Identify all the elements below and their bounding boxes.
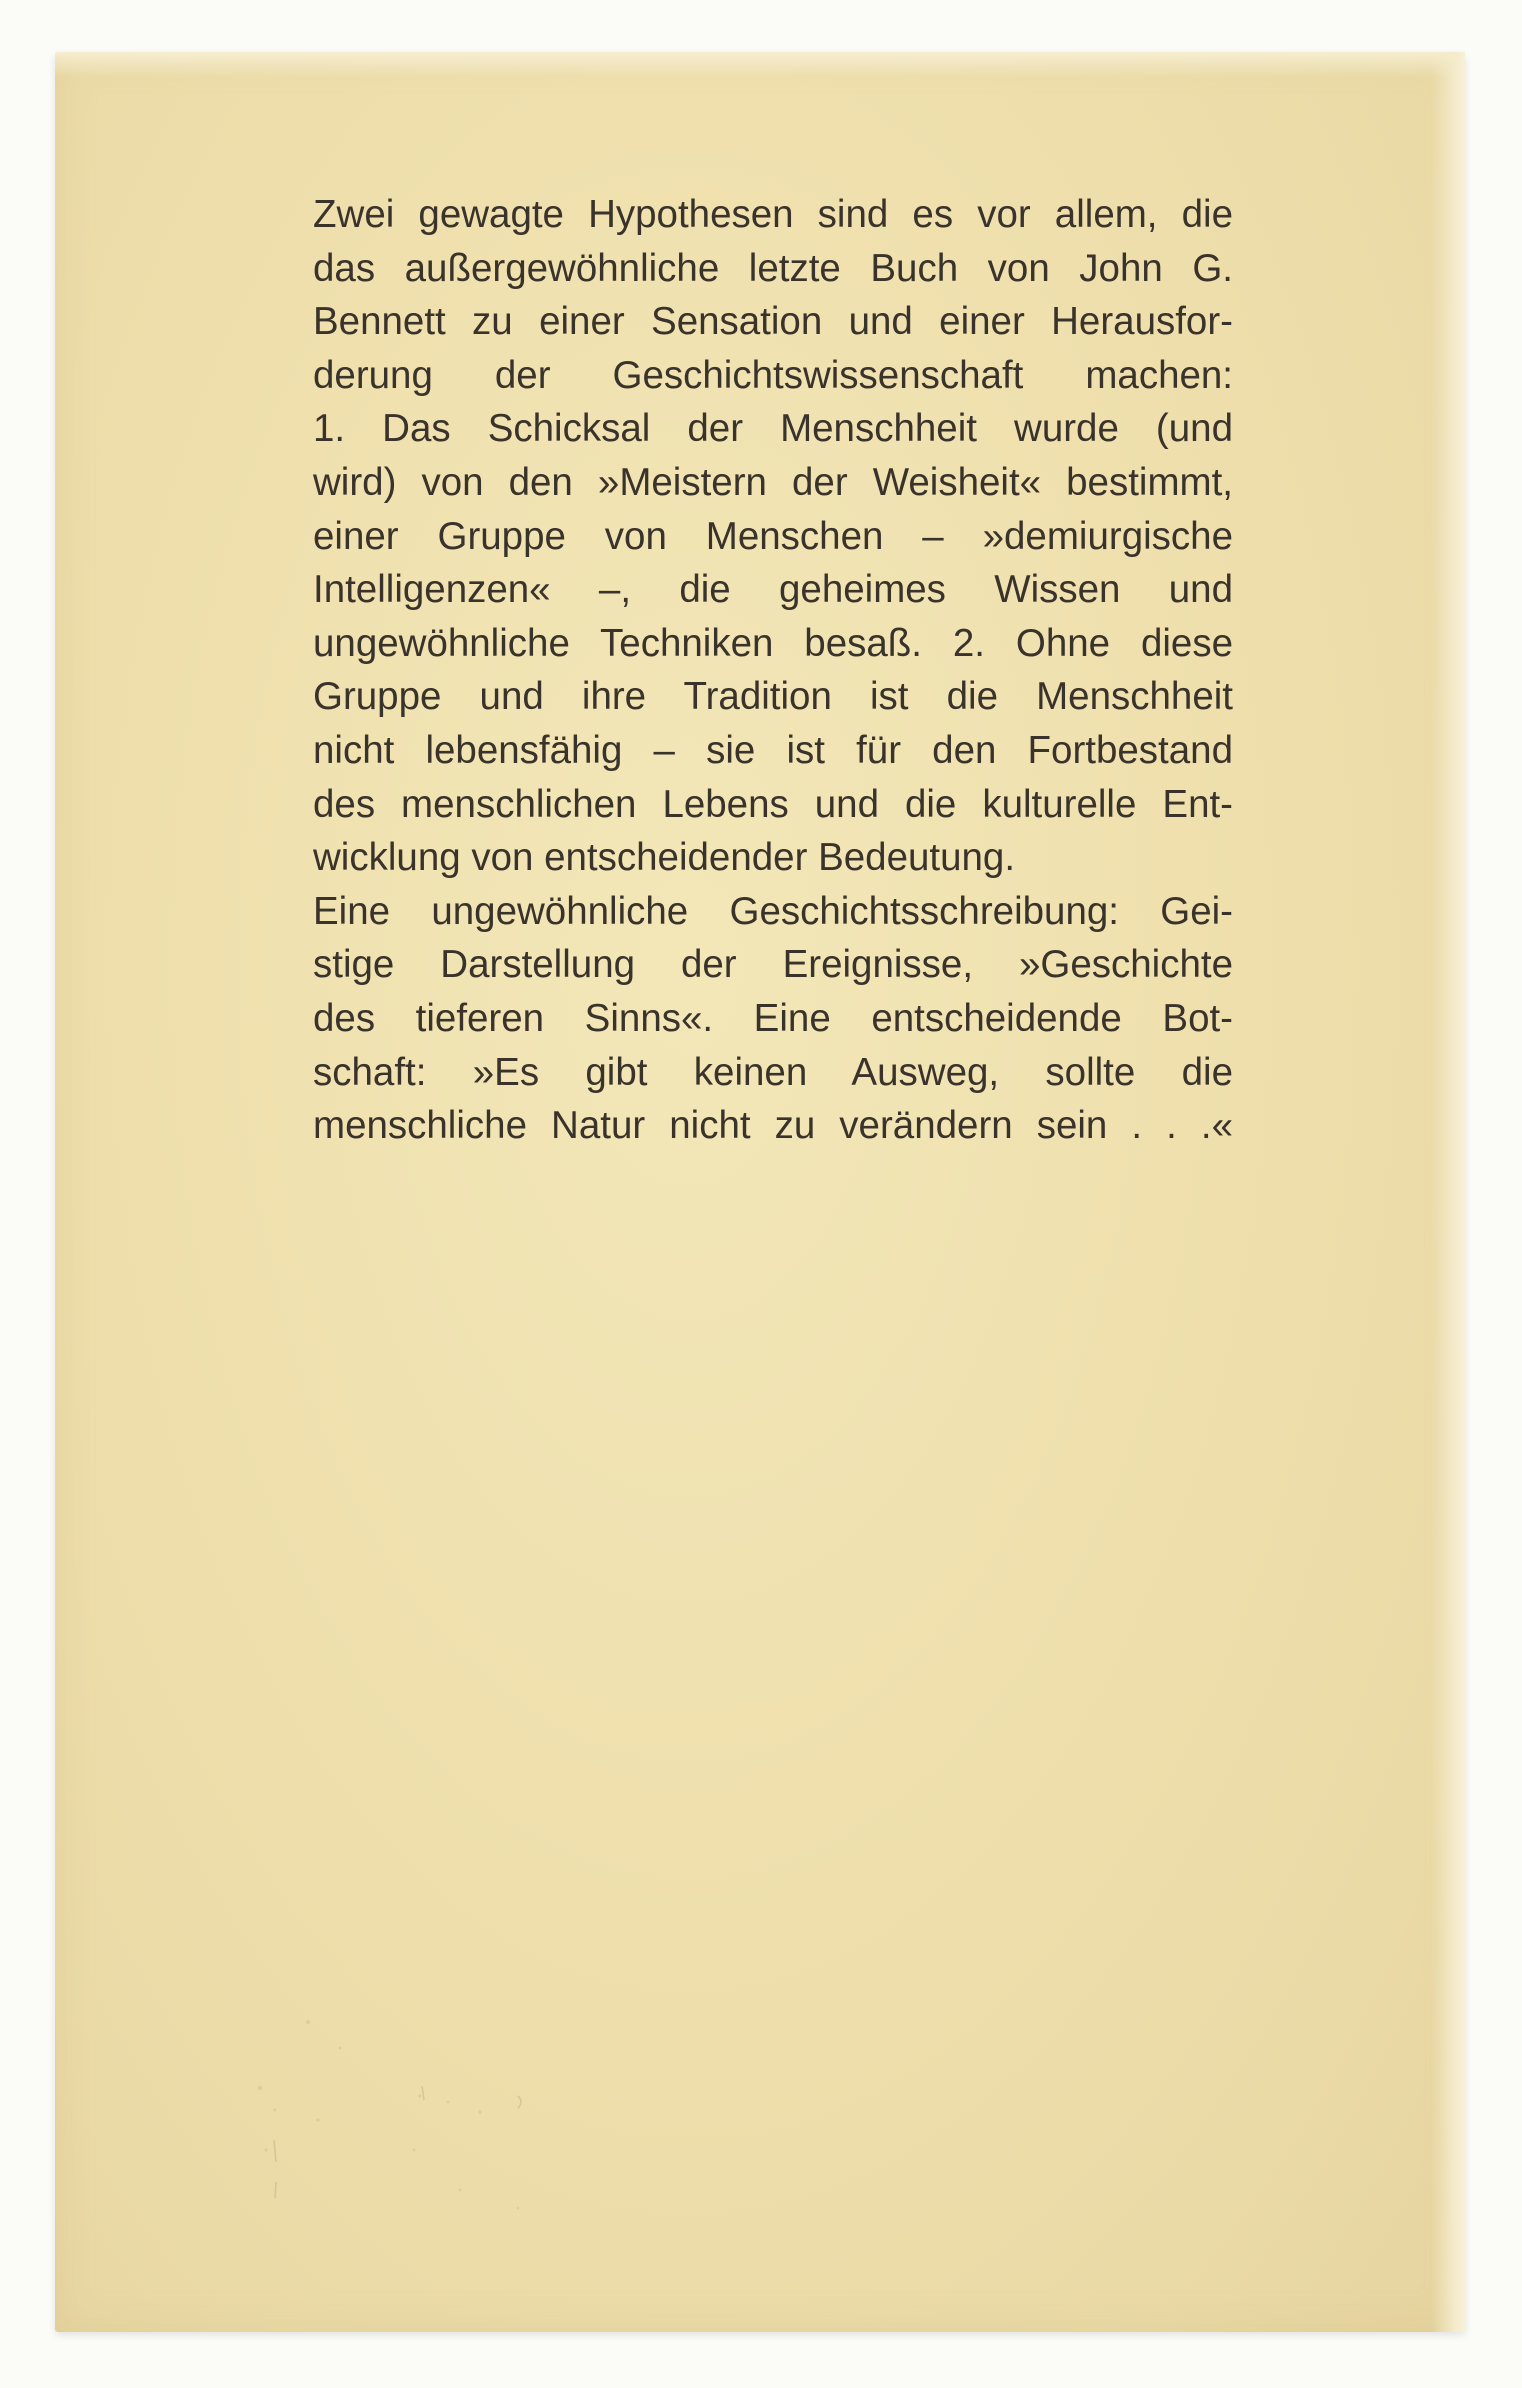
blurb-line: ungewöhnliche Techniken besaß. 2. Ohne diese	[313, 621, 1233, 665]
blurb-line: wicklung von entscheidender Bedeutung.	[313, 836, 1016, 880]
blurb-line: stige Darstellung der Ereignisse, »Geschichte	[313, 943, 1233, 987]
blurb-line: wird) von den »Meistern der Weisheit« bestimmt,	[313, 460, 1233, 504]
blurb-line: Zwei gewagte Hypothesen sind es vor allem, die	[313, 193, 1233, 236]
cover-right-edge	[1431, 52, 1465, 2332]
blurb-line: des menschlichen Lebens und die kulturelle Ent-	[313, 782, 1233, 826]
blurb-line: Gruppe und ihre Tradition ist die Menschheit	[313, 675, 1233, 719]
blurb-line: des tieferen Sinns«. Eine entscheidende Bot-	[313, 996, 1233, 1040]
blurb-text	[313, 188, 1233, 1153]
blurb-line: derung der Geschichtswissenschaft machen:	[313, 353, 1233, 397]
blurb-line: Eine ungewöhnliche Geschichtsschreibung: Gei-	[313, 889, 1233, 933]
blurb-line: 1. Das Schicksal der Menschheit wurde (und	[313, 407, 1233, 451]
blurb-line: menschliche Natur nicht zu verändern sein . . .«	[313, 1104, 1233, 1148]
blurb-line: das außergewöhnliche letzte Buch von John G.	[313, 246, 1233, 290]
cover-top-edge	[55, 52, 1465, 78]
blurb-line: schaft: »Es gibt keinen Ausweg, sollte die	[313, 1050, 1233, 1094]
cover-wear-marks	[200, 2000, 560, 2230]
blurb-line: nicht lebensfähig – sie ist für den Fortbestand	[313, 728, 1233, 772]
blurb-line: einer Gruppe von Menschen – »demiurgische	[313, 514, 1233, 558]
blurb-line: Bennett zu einer Sensation und einer Herausfor-	[313, 300, 1233, 344]
blurb-line: Intelligenzen« –, die geheimes Wissen und	[313, 568, 1233, 612]
